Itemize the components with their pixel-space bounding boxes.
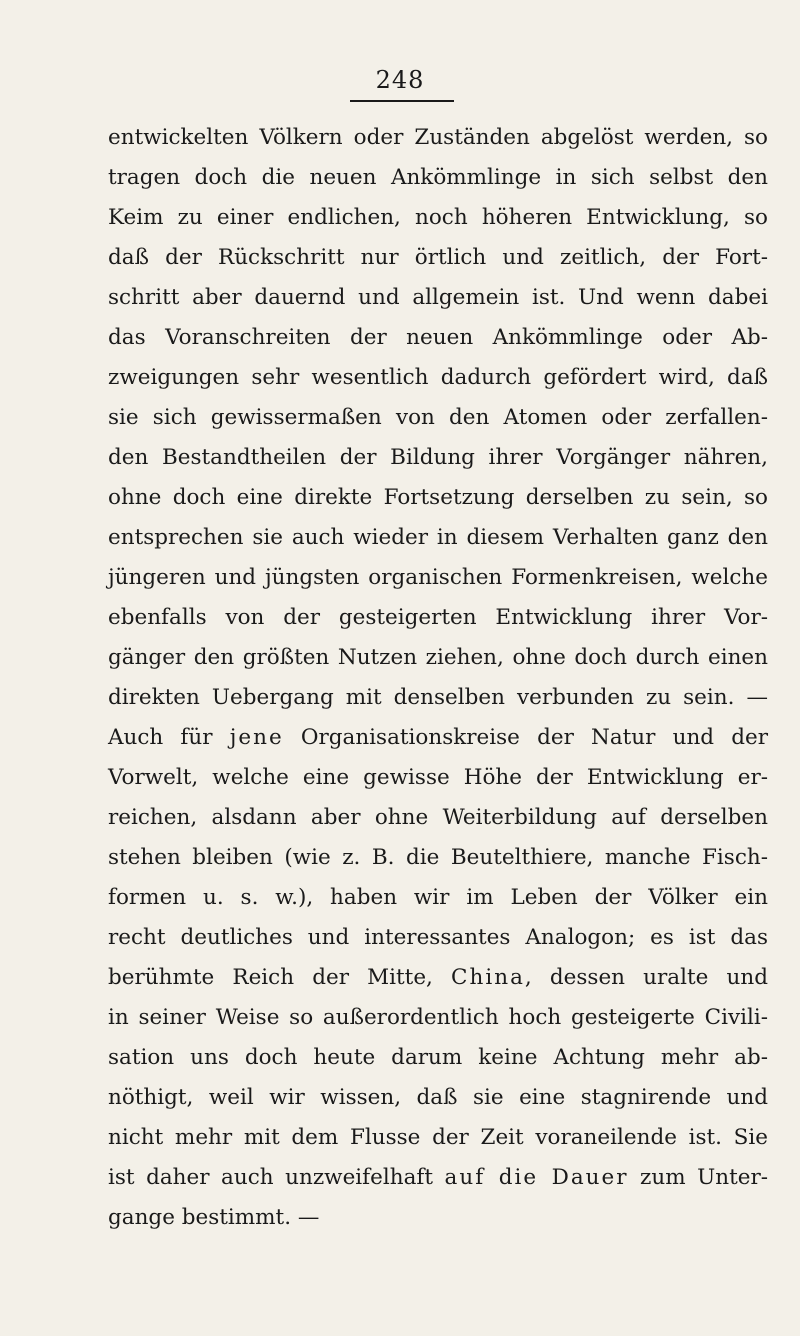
text-line <box>108 718 768 758</box>
text-line: sation uns doch heute darum keine Achtung mehr ab- <box>108 1045 768 1070</box>
text-line: Keim zu einer endlichen, noch höheren Entwicklung, so <box>108 205 768 230</box>
text-line: jüngeren und jüngsten organischen Formenkreisen, welche <box>108 565 768 590</box>
text-line: nöthigt, weil wir wissen, daß sie eine stagnirende und <box>108 1085 768 1110</box>
text-line: reichen, alsdann aber ohne Weiterbildung auf derselben <box>108 805 768 830</box>
text-line: stehen bleiben (wie z. B. die Beutelthiere, manche Fisch- <box>108 845 768 870</box>
page-number-rule <box>350 100 454 102</box>
text-line: das Voranschreiten der neuen Ankömmlinge oder Ab- <box>108 325 768 350</box>
text-segment: Organisationskreise der Natur und der <box>283 725 768 750</box>
text-segment: berühmte Reich der Mitte, <box>108 965 452 990</box>
text-line: Vorwelt, welche eine gewisse Höhe der Entwicklung er- <box>108 765 768 790</box>
text-line: sie sich gewissermaßen von den Atomen oder zerfallen- <box>108 405 768 430</box>
text-line: daß der Rückschritt nur örtlich und zeitlich, der Fort- <box>108 245 768 270</box>
emphasized-text: jene <box>229 725 284 750</box>
page-number: 248 <box>375 66 425 94</box>
text-line <box>108 958 768 998</box>
text-segment: Auch für <box>108 725 230 750</box>
text-line: ohne doch eine direkte Fortsetzung derselben zu sein, so <box>108 485 768 510</box>
text-line: den Bestandtheilen der Bildung ihrer Vorgänger nähren, <box>108 445 768 470</box>
text-segment: ist daher auch unzweifelhaft <box>108 1165 445 1190</box>
body-text <box>108 118 768 1238</box>
text-line: zweigungen sehr wesentlich dadurch gefördert wird, daß <box>108 365 768 390</box>
text-line: gange bestimmt. — <box>108 1205 320 1230</box>
text-segment: , dessen uralte und <box>524 965 768 990</box>
text-segment: zum Unter- <box>628 1165 769 1190</box>
text-line <box>108 1158 768 1198</box>
text-line: direkten Uebergang mit denselben verbunden zu sein. — <box>108 685 768 710</box>
text-line: ebenfalls von der gesteigerten Entwicklung ihrer Vor- <box>108 605 768 630</box>
text-line: in seiner Weise so außerordentlich hoch gesteigerte Civili- <box>108 1005 768 1030</box>
text-line: entsprechen sie auch wieder in diesem Verhalten ganz den <box>108 525 768 550</box>
text-line: schritt aber dauernd und allgemein ist. Und wenn dabei <box>108 285 768 310</box>
emphasized-text: China <box>451 965 525 990</box>
text-line: gänger den größten Nutzen ziehen, ohne doch durch einen <box>108 645 768 670</box>
text-line: nicht mehr mit dem Flusse der Zeit voraneilende ist. Sie <box>108 1125 768 1150</box>
text-line: tragen doch die neuen Ankömmlinge in sich selbst den <box>108 165 768 190</box>
emphasized-text: auf die Dauer <box>444 1165 629 1190</box>
text-line: entwickelten Völkern oder Zuständen abgelöst werden, so <box>108 125 768 150</box>
text-line: formen u. s. w.), haben wir im Leben der Völker ein <box>108 885 768 910</box>
text-line: recht deutliches und interessantes Analogon; es ist das <box>108 925 768 950</box>
